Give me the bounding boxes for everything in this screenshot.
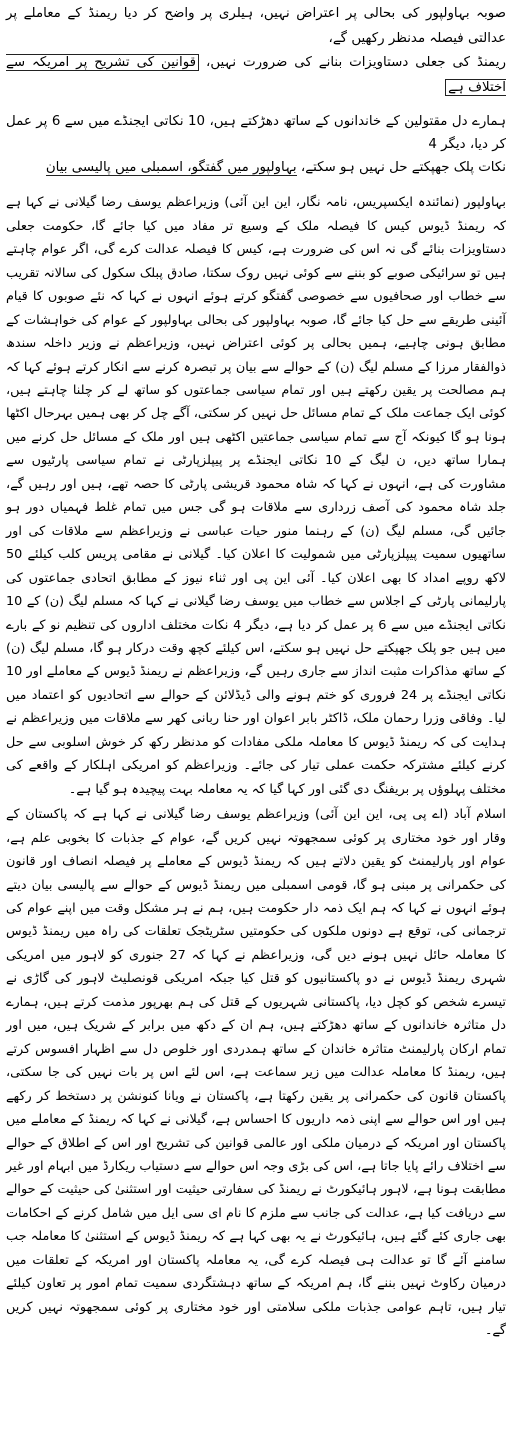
article-paragraph-bahawalpur: بہاولپور (نمائندہ ایکسپریس، نامہ نگار، این این آئی) وزیراعظم یوسف رضا گیلانی نے کہا ہے کہ ریمنڈ ڈیوس کیس کا فیصلہ ملک کے وسیع تر مفاد میں کیا جائے گا، حکومت جعلی دستاویزات بنائے گی نہ اس کی ضرورت ہے، کیس کا فیصلہ عدالت کرے گی، اگر عوام چاہتے ہیں تو سرائیکی صوبے کو بننے سے کوئی نہیں روک سکتا، صادق پبلک سکول کی سالانہ تقریب سے خطاب اور صحافیوں سے خصوصی گفتگو کرتے ہوئے انہوں نے کہا کہ نئے صوبوں کا قیام آئینی طریقے سے حل کیا جائے گا، صوبہ بہاولپور کی بحالی بہاولپور کے عوام کی خواہشات کے مطابق ہونی چاہیے، ہمیں بحالی پر کوئی اعتراض نہیں، وزیراعظم نے وزیر داخلہ سندھ ذوالفقار مرزا کے مسلم لیگ (ن) کے حوالے سے بیان پر تبصرہ کرنے سے انکار کرتے ہوئے کہا کہ ہم مصالحت پر یقین رکھتے ہیں اور تمام سیاسی جماعتوں کو ساتھ لے کر چلنا چاہتے ہیں، کوئی ایک جماعت ملک کے تمام مسائل حل نہیں کر سکتی، آگے چل کر بھی ہمیں بہرحال اکٹھا ہونا ہو گا کیونکہ آج سے تمام سیاسی جماعتیں اکٹھی ہیں اور ملک کے مسائل حل کرنے میں ہمارا ساتھ دیں، ن لیگ کے 10 نکاتی ایجنڈے پر پیپلزپارٹی نے تمام سیاسی پارٹیوں سے مشاورت کی ہے، انہوں نے کہا کہ شاہ محمود قریشی پارٹی کا حصہ تھے، ہیں اور رہیں گے، جلد شاہ محمود کی آصف زرداری سے ملاقات ہو گی جس میں تمام غلط فہمیاں دور ہو جائیں گی، مسلم لیگ (ن) کے رہنما منور حیات عباسی نے وزیراعظم سے ملاقات کی اور ساتھیوں سمیت پیپلزپارٹی میں شمولیت کا اعلان کیا۔ گیلانی نے مقامی پریس کلب کیلئے 50 لاکھ روپے امداد کا بھی اعلان کیا۔ آئی این پی اور ثناء نیوز کے مطابق اتحادی جماعتوں کی پارلیمانی پارٹی کے اجلاس سے خطاب میں یوسف رضا گیلانی نے کہا کہ مسلم لیگ (ن) کے 10 نکاتی ایجنڈے میں سے 6 پر عمل کر دیا ہے، دیگر 4 نکات مختلف اداروں کی تنظیم نو کے بارے میں ہیں جو پلک جھپکتے حل نہیں ہو سکتے، اس کیلئے کچھ وقت درکار ہو گا، مسلم لیگ (ن) کے ساتھ مذاکرات مثبت انداز سے جاری رہیں گے، وزیراعظم نے ریمنڈ ڈیوس کے معاملے اور 10 نکاتی ایجنڈے پر 24 فروری کو ختم ہونے والی ڈیڈلائن کے حوالے سے اتحادیوں کو اعتماد میں لیا۔ وفاقی وزرا رحمان ملک، ڈاکٹر بابر اعوان اور حنا ربانی کھر سے ملاقات میں وزیراعظم نے ہدایت کی کہ ریمنڈ ڈیوس کا معاملہ ملکی مفادات کو مدنظر رکھ کر خوش اسلوبی سے حل کرنے کیلئے مشترکہ حکمت عملی تیار کی جائے۔ وزیراعظم کو امریکی اہلکار کے واقعے کی مختلف پہلوؤں پر بریفنگ دی گئی اور کہا گیا کہ یہ معاملہ بہت پیچیدہ ہو گیا ہے۔ xyxy=(6,195,506,797)
subheadline xyxy=(6,110,506,179)
subheadline-line-2 xyxy=(6,156,506,179)
newspaper-clipping xyxy=(6,0,506,1435)
subheadline-line-1: ہمارے دل مقتولین کے خاندانوں کے ساتھ دھڑکتے ہیں، 10 نکاتی ایجنڈے میں سے 6 پر عمل کر دیا، دیگر 4 xyxy=(6,114,506,153)
subheadline-highlight: بہاولپور میں گفتگو، اسمبلی میں پالیسی بیان xyxy=(45,160,297,176)
headline-line-1: صوبہ بہاولپور کی بحالی پر اعتراض نہیں، ہیلری پر واضح کر دیا ریمنڈ کے معاملے پر عدالتی فیصلہ مدنظر رکھیں گے، xyxy=(6,6,506,46)
headline xyxy=(6,2,506,100)
article-paragraph-islamabad: اسلام آباد (اے پی پی، این این آئی) وزیراعظم یوسف رضا گیلانی نے کہا ہے کہ پاکستان کے وقار اور خود مختاری پر کوئی سمجھوتہ نہیں کریں گے، عوام کے جذبات کا بخوبی علم ہے، عوام اور پارلیمنٹ کو یقین دلاتے ہیں کہ ریمنڈ ڈیوس کے معاملے پر فیصلہ انصاف اور قانون کی حکمرانی پر مبنی ہو گا، قومی اسمبلی میں ریمنڈ ڈیوس کے حوالے سے پالیسی بیان دیتے ہوئے انہوں نے کہا کہ ہم ایک ذمہ دار حکومت ہیں، ہم نے ہر مشکل وقت میں اپنے عوام کی ترجمانی کی، توقع ہے دونوں ملکوں کی حکومتیں سٹریٹجک تعلقات کی راہ میں ریمنڈ ڈیوس کا معاملہ حائل نہیں ہونے دیں گی، وزیراعظم نے کہا کہ 27 جنوری کو لاہور میں امریکی شہری ریمنڈ ڈیوس نے دو پاکستانیوں کو قتل کیا جبکہ امریکی قونصلیٹ لاہور کی گاڑی نے تیسرے شخص کو کچل دیا، پاکستانی شہریوں کے قتل کی ہم بھرپور مذمت کرتے ہیں، ہمارے دل متاثرہ خاندانوں کے ساتھ دھڑکتے ہیں، ہم ان کے دکھ میں برابر کے شریک ہیں، میں اور تمام ارکان پارلیمنٹ متاثرہ خاندان کے ساتھ ہمدردی اور خلوص دل سے اظہار افسوس کرتے ہیں، ریمنڈ کا معاملہ عدالت میں زیر سماعت ہے، اس لئے اس پر بات نہیں کی جا سکتی، پاکستان قانون کی حکمرانی پر یقین رکھتا ہے، پاکستان نے ویانا کنونشن پر دستخط کر رکھے ہیں اور اس حوالے سے اپنی ذمہ داریوں کا احساس ہے، گیلانی نے کہا کہ ریمنڈ کے معاملے میں پاکستان اور امریکہ کے درمیان ملکی اور عالمی قوانین کی تشریح اور اس کے اطلاق کے حوالے سے اختلاف رائے پایا جاتا ہے، اس کی بڑی وجہ اس حوالے سے دستیاب ریکارڈ میں ابہام اور غیر مطابقت ہونا ہے، لاہور ہائیکورٹ نے ریمنڈ کی سفارتی حیثیت اور استثنیٰ کی حیثیت کے حوالے سے دریافت کیا ہے، عدالت کی جانب سے ملزم کا نام ای سی ایل میں شامل کرنے کے احکامات بھی جاری کئے گئے ہیں، ہائیکورٹ نے یہ بھی کہا ہے کہ ریمنڈ ڈیوس کے استثنیٰ کا معاملہ جب سامنے آئے گا تو عدالت ہی فیصلہ کرے گی، یہ معاملہ پاکستان اور امریکہ کے تعلقات میں درمیان رکاوٹ نہیں بننے گا، ہم امریکہ کے ساتھ دہشتگردی سمیت تمام امور پر تعاون کیلئے تیار ہیں، تاہم عوامی جذبات ملکی سلامتی اور خود مختاری پر کوئی سمجھوتہ نہیں کریں گے۔ xyxy=(6,807,506,1339)
headline-line-2 xyxy=(6,51,506,100)
headline-boxed-text: قوانین کی تشریح پر امریکہ سے اختلاف ہے xyxy=(6,55,506,95)
article-body xyxy=(6,191,506,1342)
headline-line-2-lead: ریمنڈ کی جعلی دستاویزات بنانے کی ضرورت نہیں، xyxy=(206,55,506,71)
subheadline-line-2-lead: نکات پلک جھپکتے حل نہیں ہو سکتے، xyxy=(300,160,506,176)
